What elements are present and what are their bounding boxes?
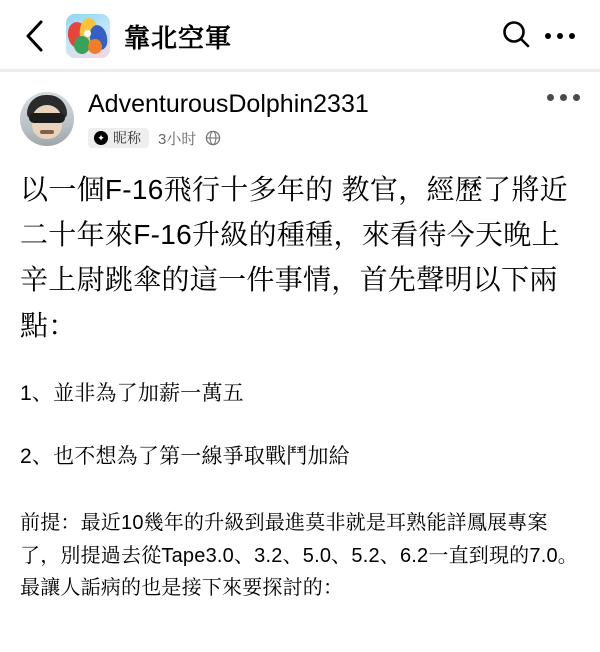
group-avatar[interactable] xyxy=(66,14,110,58)
post-username[interactable]: AdventurousDolphin2331 xyxy=(88,90,369,118)
post-author-block xyxy=(88,88,547,149)
topbar-more-button[interactable] xyxy=(538,14,582,58)
post-paragraph-point2: 2、也不想為了第一線爭取戰鬥加給 xyxy=(20,444,350,468)
nickname-badge-label: 昵称 xyxy=(113,130,141,147)
back-button[interactable] xyxy=(18,16,52,56)
avatar-mouth xyxy=(40,130,54,134)
post-more-button[interactable] xyxy=(547,88,580,101)
avatar-sunglasses xyxy=(29,113,65,123)
avatar-shape-orange xyxy=(88,39,102,54)
avatar[interactable] xyxy=(20,92,74,146)
top-bar xyxy=(0,0,600,72)
post-paragraph-premise: 前提：最近10幾年的升級到最進莫非就是耳熟能詳鳳展專案了，別提過去從Tape3.0、3.2、5.0、5.2、6.2一直到現的7.0。最讓人詬病的也是接下來要探討的： xyxy=(20,512,578,600)
avatar-shape-white xyxy=(84,30,91,37)
more-dots-icon xyxy=(545,33,575,39)
post-meta-row xyxy=(88,128,547,149)
post-timestamp: 3小时 xyxy=(158,130,197,148)
globe-icon xyxy=(205,130,221,146)
pin-icon: ✦ xyxy=(94,131,108,145)
chevron-left-icon xyxy=(24,19,46,53)
nickname-badge[interactable] xyxy=(88,128,149,148)
search-icon xyxy=(501,19,531,54)
search-button[interactable] xyxy=(494,14,538,58)
group-title: 靠北空軍 xyxy=(124,22,233,53)
post-paragraph-lead: 以一個F-16飛行十多年的 教官，經歷了將近二十年來F-16升級的種種，來看待今天晚上辛上尉跳傘的這一件事情，首先聲明以下兩點： xyxy=(20,173,568,341)
post-paragraph-point1: 1、並非為了加薪一萬五 xyxy=(20,382,244,406)
post-more-dots-icon xyxy=(547,94,580,101)
post-header xyxy=(20,88,580,149)
post-body xyxy=(20,167,580,605)
post-container xyxy=(0,72,600,652)
